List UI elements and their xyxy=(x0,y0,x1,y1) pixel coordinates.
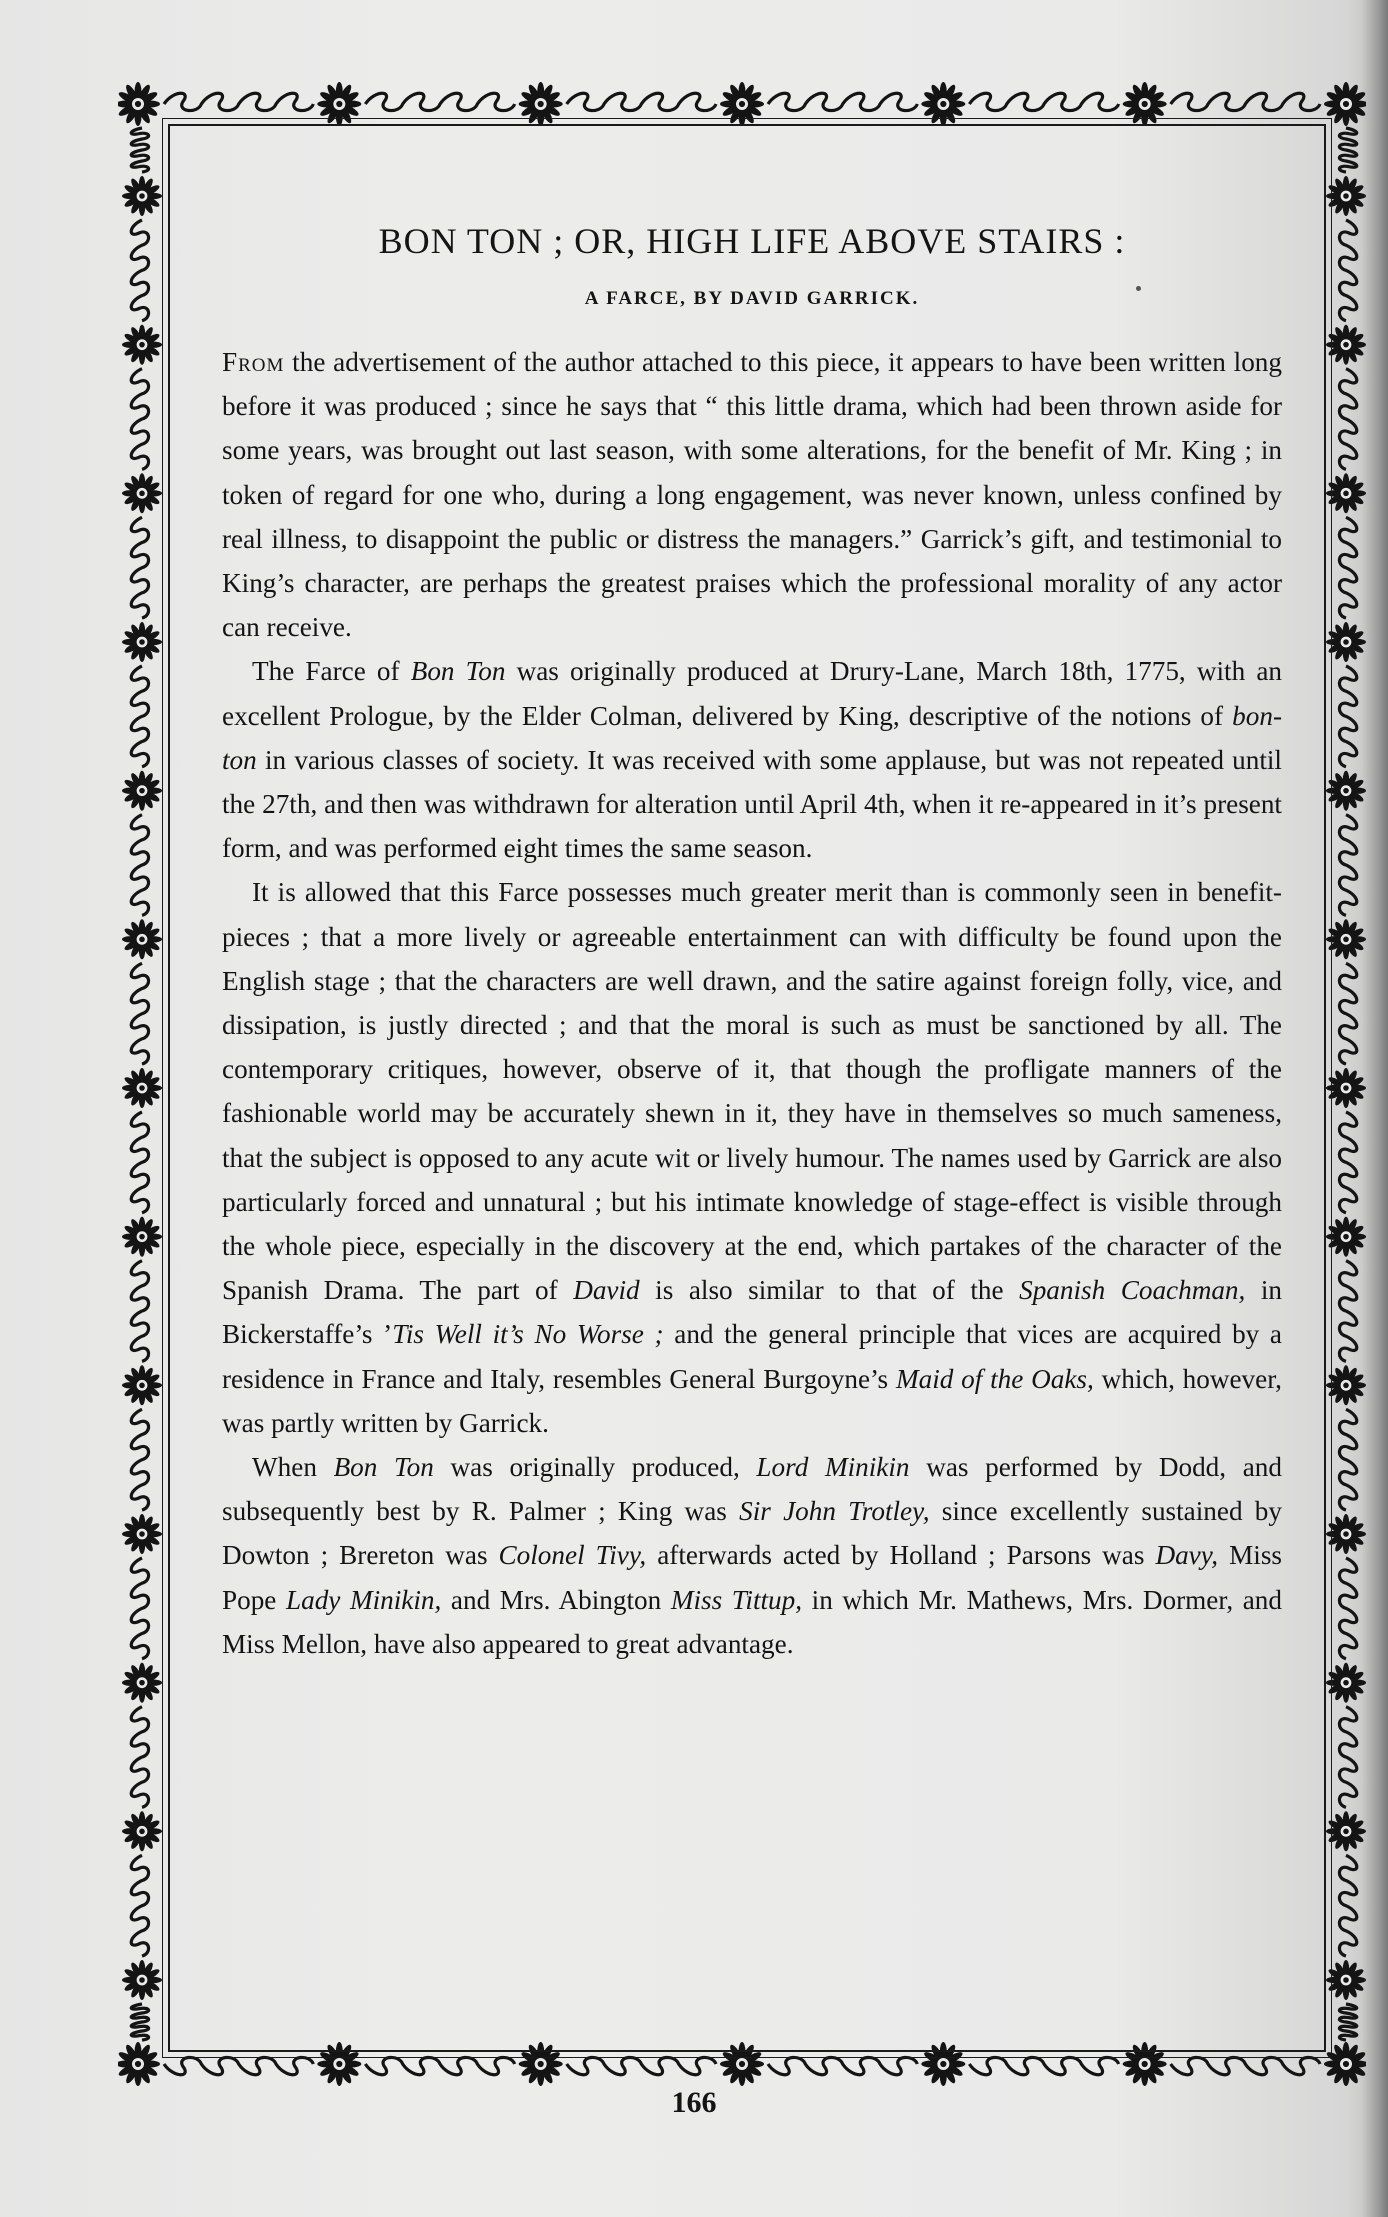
scroll-icon xyxy=(1339,369,1356,470)
rosette-icon xyxy=(122,1663,162,1703)
scroll-icon xyxy=(1339,220,1356,321)
text-run: Maid of the Oaks, xyxy=(895,1363,1094,1394)
rosette-icon xyxy=(1326,1514,1366,1554)
scroll-icon xyxy=(164,2057,313,2074)
text-run: in Bickerstaffe’s ’ xyxy=(222,1275,1283,1350)
scroll-icon xyxy=(131,517,148,618)
rosette-icon xyxy=(122,473,162,513)
scroll-icon xyxy=(365,93,514,110)
page-title: BON TON ; OR, HIGH LIFE ABOVE STAIRS : xyxy=(378,221,1126,261)
text-run: Davy, xyxy=(1155,1540,1219,1571)
rosette-icon xyxy=(1326,1960,1366,2000)
body-text xyxy=(222,340,1282,1666)
text-run: Tis Well it’s No Worse ; xyxy=(392,1319,664,1350)
rosette-icon xyxy=(122,1068,162,1108)
rosette-icon xyxy=(1326,771,1366,811)
text-run: Bon Ton xyxy=(410,656,506,687)
scroll-icon xyxy=(567,2057,716,2074)
text-run: It is allowed that this Farce possesses much greater merit than is commonly seen in benefit-pieces ; that a more lively or agreeable entertainment can with difficulty be found upon the English stage ; that the characters are well drawn, and the satire against foreign folly, vice, and dissipation, is justly directed ; and that the moral is such as must be sanctioned by all. The contemporary critiques, however, observe of it, that though the profligate manners of the fashionable world may be accurately shewn in it, they have in themselves so much sameness, that the subject is opposed to any acute wit or lively humour. The names used by Garrick are also particularly forced and unnatural ; but his intimate knowledge of stage-effect is visible through the whole piece, especially in the discovery at the end, which partakes of the character of the Spanish Drama. The part of xyxy=(222,877,1282,1306)
scroll-icon xyxy=(131,128,148,172)
rosette-icon xyxy=(1326,1068,1366,1108)
text-run: Miss Pope xyxy=(222,1540,1282,1615)
text-run: Miss Tittup, xyxy=(670,1584,803,1615)
body-paragraph xyxy=(222,870,1282,1445)
text-run: The Farce of xyxy=(252,656,411,687)
scroll-icon xyxy=(1171,93,1320,110)
scroll-icon xyxy=(567,93,716,110)
rosette-icon xyxy=(1326,1365,1366,1405)
scroll-icon xyxy=(1339,128,1356,172)
scroll-icon xyxy=(131,1409,148,1510)
rosette-icon xyxy=(122,1365,162,1405)
rosette-icon xyxy=(1326,325,1366,365)
rosette-icon xyxy=(122,1960,162,2000)
scroll-icon xyxy=(1339,1261,1356,1362)
scroll-icon xyxy=(1171,2057,1320,2074)
rosette-icon xyxy=(118,2042,160,2086)
text-run: and the general principle that vices are acquired by a residence in France and Italy, resembles General Burgoyne’s xyxy=(222,1319,1282,1394)
rosette-icon xyxy=(122,176,162,216)
scroll-icon xyxy=(1339,1409,1356,1510)
text-run: Colonel Tivy, xyxy=(498,1540,647,1571)
ink-speck xyxy=(1136,286,1141,291)
text-run: Lady Minikin, xyxy=(285,1584,442,1615)
scroll-icon xyxy=(365,2057,514,2074)
scroll-icon xyxy=(131,1707,148,1808)
scroll-icon xyxy=(1339,1112,1356,1213)
text-run: which, however, was partly written by Garrick. xyxy=(222,1363,1282,1438)
scroll-icon xyxy=(768,2057,917,2074)
text-run: From xyxy=(222,347,285,377)
text-run: was originally produced, xyxy=(433,1452,757,1483)
scroll-icon xyxy=(131,1558,148,1659)
rosette-icon xyxy=(1326,176,1366,216)
scroll-icon xyxy=(969,93,1118,110)
scroll-icon xyxy=(164,93,313,110)
scroll-icon xyxy=(1339,963,1356,1064)
scroll-icon xyxy=(768,93,917,110)
rosette-icon xyxy=(122,325,162,365)
rosette-icon xyxy=(1326,919,1366,959)
rosette-icon xyxy=(122,1217,162,1257)
rosette-icon xyxy=(122,622,162,662)
text-run: Bon Ton xyxy=(333,1452,434,1483)
rosette-icon xyxy=(122,1514,162,1554)
body-paragraph xyxy=(222,1445,1282,1666)
text-run: in various classes of society. It was received with some applause, but was not repeated until the 27th, and then was withdrawn for alteration until April 4th, when it re-appeared in it’s present form, and was performed eight times the same season. xyxy=(222,744,1282,864)
body-paragraph xyxy=(222,340,1282,649)
scroll-icon xyxy=(1339,2004,1356,2040)
scroll-icon xyxy=(1339,815,1356,916)
text-run: When xyxy=(252,1452,334,1483)
rosette-icon xyxy=(1326,1217,1366,1257)
page-content xyxy=(222,220,1282,1666)
text-run: David xyxy=(573,1275,640,1306)
scroll-icon xyxy=(131,1855,148,1956)
text-run: Spanish Coachman, xyxy=(1019,1275,1246,1306)
text-run: Lord Minikin xyxy=(756,1452,910,1483)
scroll-icon xyxy=(1339,517,1356,618)
text-run: was performed by Dodd, and subsequently best by R. Palmer ; King was xyxy=(222,1452,1282,1527)
scroll-icon xyxy=(131,1112,148,1213)
rosette-icon xyxy=(1326,1663,1366,1703)
body-paragraph xyxy=(222,649,1282,870)
rosette-icon xyxy=(1326,622,1366,662)
scroll-icon xyxy=(131,2004,148,2040)
scroll-icon xyxy=(131,666,148,767)
scroll-icon xyxy=(131,963,148,1064)
scroll-icon xyxy=(131,220,148,321)
scroll-icon xyxy=(1339,1707,1356,1808)
scroll-icon xyxy=(1339,1558,1356,1659)
scroll-icon xyxy=(1339,1855,1356,1956)
text-run: in which Mr. Mathews, Mrs. Dormer, and Miss Mellon, have also appeared to great advantage. xyxy=(222,1584,1282,1659)
page-number: 166 xyxy=(671,2086,717,2119)
text-run: was originally produced at Drury-Lane, March 18th, 1775, with an excellent Prologue, by the Elder Colman, delivered by King, descriptive of the notions of xyxy=(222,656,1283,731)
rosette-icon xyxy=(118,82,160,126)
scroll-icon xyxy=(1339,666,1356,767)
scroll-icon xyxy=(131,369,148,470)
scroll-icon xyxy=(131,1261,148,1362)
text-run: is also similar to that of the xyxy=(639,1275,1020,1306)
text-run: the advertisement of the author attached to this piece, it appears to have been written long before it was produced ; since he says that “ this little drama, which had been thrown aside for some years, was brought out last season, with some alterations, for the benefit of Mr. King ; in token of regard for one who, during a long engagement, was never known, unless confined by real illness, to disappoint the public or distress the managers.” Garrick’s gift, and testimonial to King’s character, are perhaps the greatest praises which the professional morality of any actor can receive. xyxy=(222,347,1282,643)
text-run: bon-ton xyxy=(222,700,1282,775)
rosette-icon xyxy=(122,1811,162,1851)
rosette-icon xyxy=(122,919,162,959)
rosette-icon xyxy=(1326,473,1366,513)
scroll-icon xyxy=(131,815,148,916)
text-run: and Mrs. Abington xyxy=(441,1584,671,1615)
text-run: afterwards acted by Holland ; Parsons was xyxy=(646,1540,1156,1571)
scroll-icon xyxy=(969,2057,1118,2074)
rosette-icon xyxy=(1326,1811,1366,1851)
text-run: Sir John Trotley, xyxy=(739,1496,930,1527)
rosette-icon xyxy=(122,771,162,811)
page-subtitle: A FARCE, BY DAVID GARRICK. xyxy=(584,288,920,309)
text-run: since excellently sustained by Dowton ; Brereton was xyxy=(222,1496,1282,1571)
